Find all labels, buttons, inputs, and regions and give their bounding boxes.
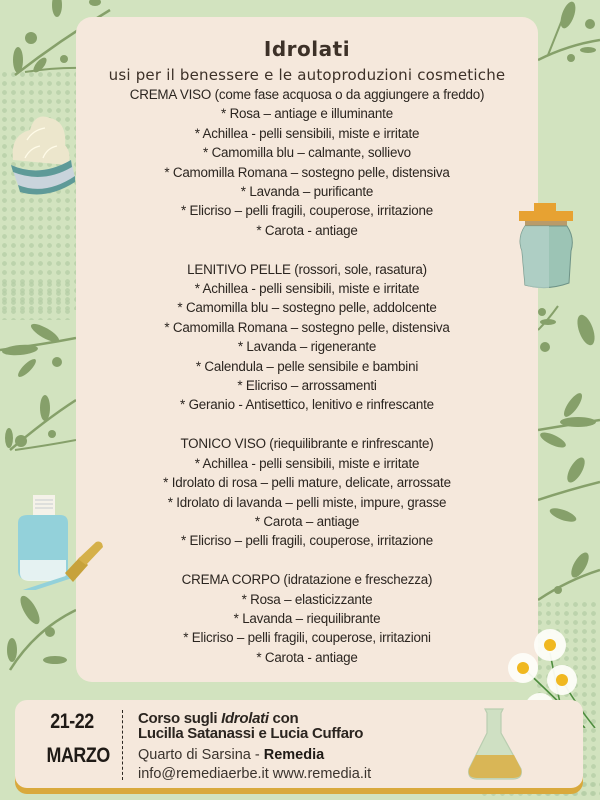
list-item: * Calendula – pelle sensibile e bambini [195, 358, 419, 374]
list-item: * Lavanda – purificante [240, 184, 374, 200]
leaf-branch-icon [538, 430, 600, 620]
list-item: * Camomilla Romana – sostegno pelle, distensiva [164, 164, 450, 180]
glass-jar-icon [517, 203, 581, 295]
page-subtitle: usi per il benessere e le autoproduzioni cosmetiche [108, 66, 506, 84]
location-text: Quarto di Sarsina - [138, 747, 264, 763]
list-item: * Achillea - pelli sensibili, miste e irritate [194, 455, 420, 471]
course-title-prefix: Corso sugli [138, 710, 222, 727]
list-item: * Camomilla blu – sostegno pelle, addolcente [177, 300, 437, 316]
content-card [76, 17, 538, 682]
list-item: * Carota - antiage [256, 222, 358, 238]
dropper-bottle-icon [10, 495, 105, 590]
list-item: * Elicriso – pelli fragili, couperose, irritazione [181, 203, 433, 219]
page-title: Idrolati [263, 37, 351, 61]
list-item: * Camomilla blu – calmante, sollievo [203, 145, 411, 161]
contact-info[interactable]: info@remediaerbe.it www.remedia.it [138, 766, 372, 782]
list-item: * Carota – antiage [254, 513, 360, 529]
section-heading: LENITIVO PELLE (rossori, sole, rasatura) [187, 261, 427, 277]
course-teachers: Lucilla Satanassi e Lucia Cuffaro [138, 725, 364, 742]
list-item: * Rosa – elasticizzante [241, 591, 373, 607]
flask-icon [465, 707, 525, 781]
section-crema-viso [76, 85, 538, 240]
list-item: * Camomilla Romana – sostegno pelle, distensiva [164, 319, 450, 335]
list-item: * Achillea - pelli sensibili, miste e irritate [194, 125, 420, 141]
section-tonico-viso [76, 434, 538, 550]
course-title-italic: Idrolati [221, 710, 269, 727]
event-date-days: 21-22 [50, 710, 94, 733]
list-item: * Lavanda – riequilibrante [233, 610, 381, 626]
leaf-branch-icon [0, 300, 76, 460]
location-brand: Remedia [263, 747, 325, 763]
divider [122, 710, 123, 780]
course-title [138, 711, 363, 741]
section-lenitivo-pelle [76, 260, 538, 415]
section-heading: CREMA CORPO (idratazione e freschezza) [181, 572, 433, 588]
section-heading: CREMA VISO (come fase acquosa o da aggiungere a freddo) [129, 87, 485, 102]
course-title-suffix: con [268, 710, 299, 727]
leaf-branch-icon [538, 0, 600, 90]
list-item: * Elicriso – pelli fragili, couperose, irritazione [181, 533, 433, 549]
list-item: * Elicriso – arrossamenti [237, 378, 377, 394]
list-item: * Idrolato di lavanda – pelli miste, impure, grasse [167, 494, 447, 510]
sections-list [76, 85, 538, 687]
list-item: * Lavanda – rigenerante [237, 339, 377, 355]
event-banner [15, 700, 583, 788]
list-item: * Idrolato di rosa – pelli mature, delicate, arrossate [163, 475, 451, 491]
cream-jar-icon [5, 110, 80, 200]
list-item: * Rosa – antiage e illuminante [221, 106, 393, 122]
list-item: * Geranio - Antisettico, lenitivo e rinfrescante [180, 397, 434, 413]
event-date-month: MARZO [46, 744, 110, 767]
list-item: * Elicriso – pelli fragili, couperose, irritazioni [183, 630, 431, 646]
section-crema-corpo [76, 570, 538, 667]
list-item: * Achillea - pelli sensibili, miste e irritate [194, 281, 420, 297]
event-location [138, 747, 324, 763]
list-item: * Carota - antiage [256, 649, 358, 665]
section-heading: TONICO VISO (riequilibrante e rinfrescante) [180, 436, 434, 452]
